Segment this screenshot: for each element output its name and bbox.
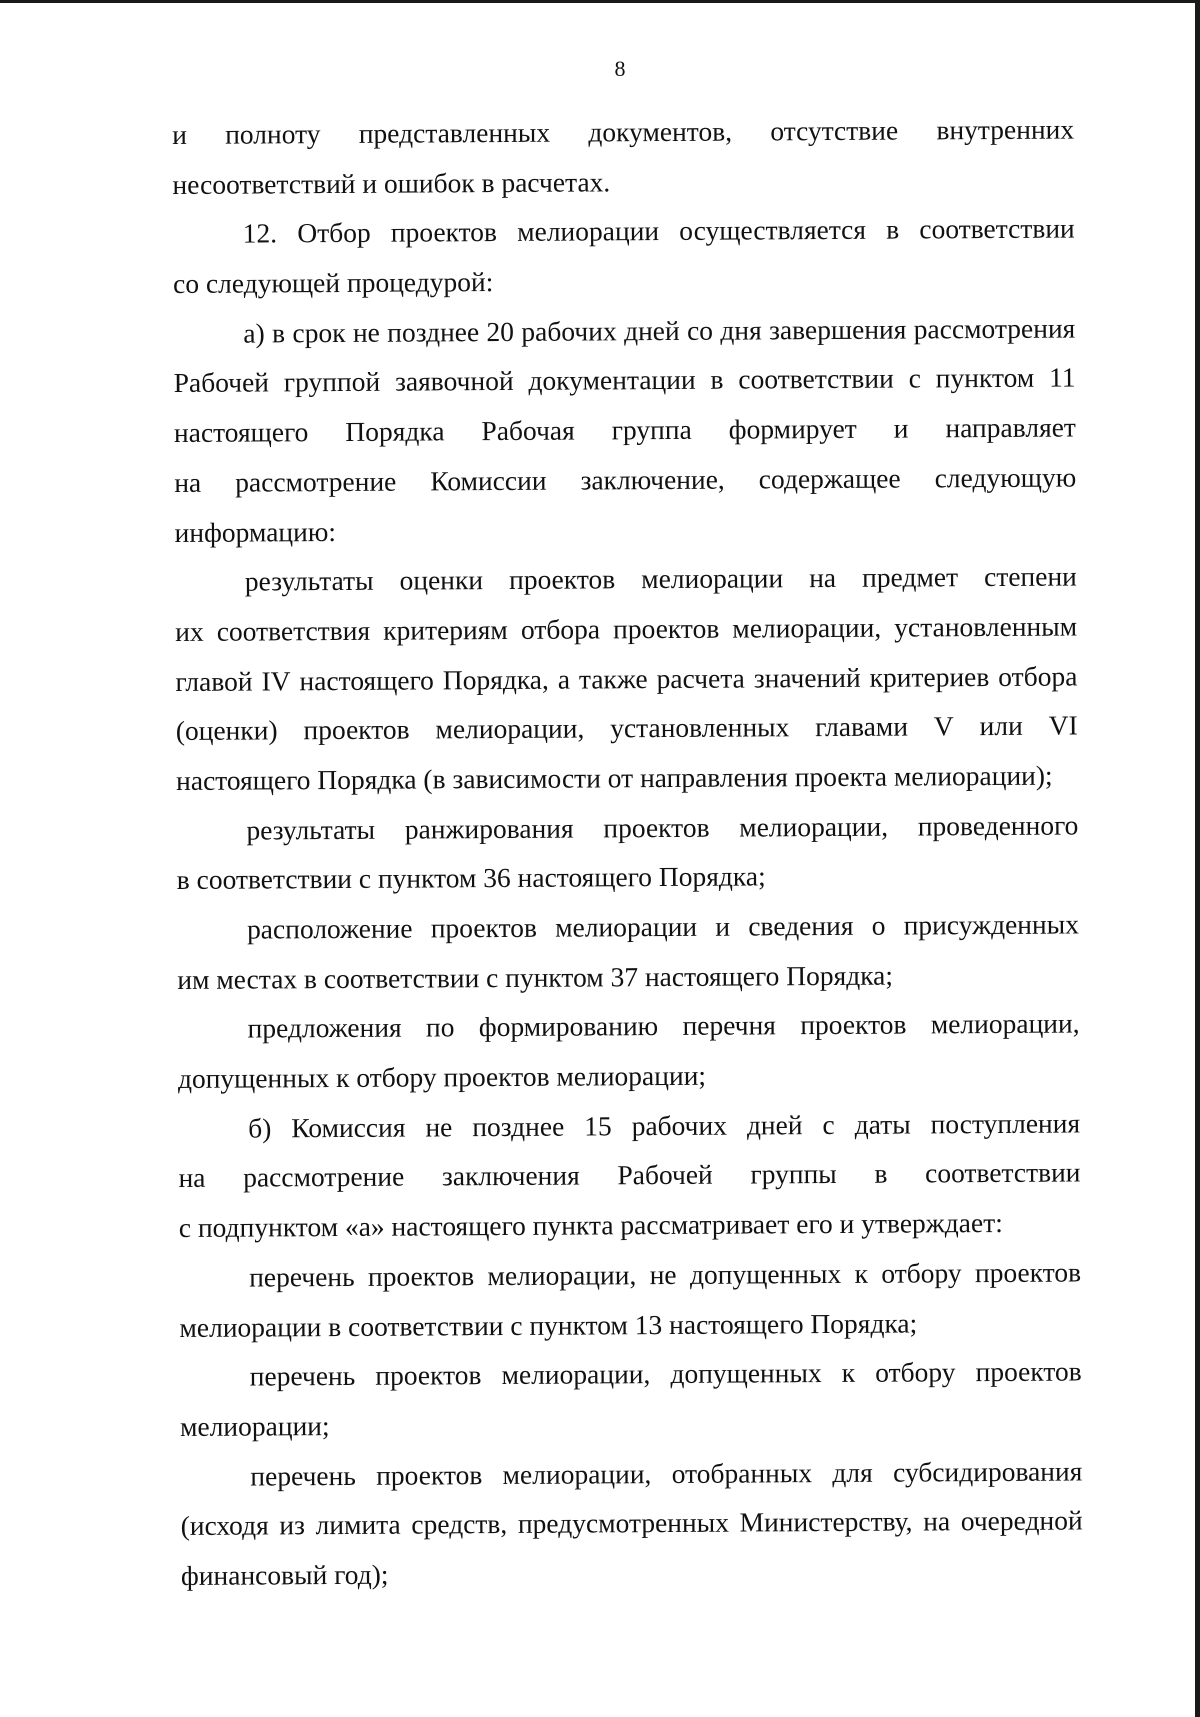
word: перечень bbox=[249, 1360, 356, 1392]
word: на bbox=[178, 1162, 206, 1194]
word: дней bbox=[623, 314, 680, 346]
body-text bbox=[172, 104, 1083, 1600]
word: Комиссии bbox=[430, 464, 547, 497]
word: представленных bbox=[358, 116, 551, 149]
text-line: настоящего Порядка (в зависимости от направления проекта мелиорации); bbox=[176, 759, 1053, 796]
word: рабочих bbox=[521, 315, 617, 347]
text-line: с подпунктом «а» настоящего пункта рассматривает его и утверждает: bbox=[178, 1207, 1003, 1244]
word: формирует bbox=[728, 412, 857, 445]
word: на bbox=[174, 466, 202, 498]
text-line: мелиорации; bbox=[179, 1409, 330, 1442]
word: полноту bbox=[225, 118, 321, 150]
word: мелиорации, bbox=[435, 712, 585, 745]
word: позднее bbox=[387, 315, 480, 348]
word: даты bbox=[854, 1108, 911, 1140]
text-line: мелиорации в соответствии с пунктом 13 настоящего Порядка; bbox=[179, 1306, 918, 1343]
word: проектов bbox=[375, 1359, 482, 1391]
text-line bbox=[176, 800, 1078, 855]
word: (оценки) bbox=[175, 714, 278, 747]
word: дня bbox=[720, 314, 762, 346]
text-line bbox=[179, 1247, 1081, 1302]
word: установленных bbox=[610, 711, 790, 744]
word: 15 bbox=[584, 1110, 612, 1142]
text-line: информацию: bbox=[174, 515, 337, 548]
word: к bbox=[854, 1257, 869, 1289]
word: группой bbox=[283, 366, 381, 398]
word: проведенного bbox=[917, 809, 1079, 842]
word: документов, bbox=[588, 115, 733, 148]
word: по bbox=[425, 1011, 455, 1043]
word: главой bbox=[175, 665, 253, 697]
text-line bbox=[177, 899, 1079, 954]
word: мелиорации, bbox=[930, 1007, 1080, 1040]
word: проектов bbox=[974, 1256, 1082, 1288]
text-line bbox=[174, 353, 1076, 408]
word: на bbox=[809, 562, 837, 594]
text-line: допущенных к отбору проектов мелиорации; bbox=[177, 1059, 707, 1095]
word: 11 bbox=[1048, 361, 1076, 394]
word: проектов bbox=[603, 811, 710, 844]
word: субсидирования bbox=[892, 1455, 1083, 1488]
word: Комиссия bbox=[291, 1111, 406, 1144]
word: настоящего bbox=[173, 416, 309, 449]
word: мелиорации, bbox=[487, 1258, 637, 1291]
word: отбору bbox=[875, 1356, 956, 1388]
word: критериев bbox=[869, 660, 990, 693]
word: к bbox=[841, 1357, 856, 1389]
word: мелиорации bbox=[641, 562, 784, 595]
word: Порядка, bbox=[442, 663, 549, 695]
word: рассмотрение bbox=[235, 465, 397, 498]
text-line bbox=[175, 601, 1077, 656]
word: проектов bbox=[800, 1008, 907, 1041]
word: заявочной bbox=[394, 365, 514, 398]
text-line: финансовый год); bbox=[180, 1558, 389, 1591]
word: их bbox=[175, 615, 204, 647]
text-line bbox=[173, 204, 1075, 259]
text-line bbox=[175, 552, 1077, 607]
word: отсутствие bbox=[770, 114, 899, 147]
word: предусмотренных bbox=[517, 1506, 730, 1540]
word: Рабочая bbox=[481, 414, 575, 447]
word: результаты bbox=[246, 813, 376, 846]
word: проектов bbox=[367, 1259, 475, 1292]
word: соответствии bbox=[919, 212, 1075, 245]
word: установленным bbox=[894, 610, 1078, 643]
word: ранжирования bbox=[404, 812, 574, 845]
text-line bbox=[180, 1347, 1082, 1402]
word: позднее bbox=[472, 1110, 565, 1142]
word: значений bbox=[753, 661, 861, 694]
text-line bbox=[174, 452, 1076, 507]
word: рабочих bbox=[631, 1109, 728, 1141]
word: результаты bbox=[244, 564, 374, 597]
word: не bbox=[425, 1111, 453, 1143]
text-line bbox=[180, 1446, 1082, 1501]
word: отбору bbox=[881, 1257, 962, 1289]
page-number: 8 bbox=[614, 56, 626, 81]
word: расположение bbox=[246, 912, 413, 945]
word: в bbox=[710, 364, 724, 396]
word: внутренних bbox=[936, 113, 1075, 146]
text-line bbox=[173, 303, 1075, 358]
word: в bbox=[874, 1158, 888, 1190]
word: оценки bbox=[399, 564, 484, 596]
word: документации bbox=[528, 364, 696, 397]
word: Министерству, bbox=[739, 1505, 913, 1538]
word: перечня bbox=[682, 1009, 776, 1042]
text-line bbox=[172, 104, 1074, 159]
word: из bbox=[279, 1509, 306, 1541]
word: с bbox=[908, 362, 921, 394]
word: главами bbox=[815, 710, 909, 743]
word: Рабочей bbox=[617, 1159, 713, 1191]
word: проектов bbox=[376, 1458, 483, 1491]
word: проектов bbox=[508, 563, 616, 596]
word: проектов bbox=[430, 911, 538, 944]
word: следующую bbox=[934, 461, 1077, 494]
word: не bbox=[649, 1258, 677, 1290]
word: на bbox=[923, 1505, 951, 1537]
word: перечень bbox=[250, 1459, 356, 1492]
word: предмет bbox=[862, 561, 959, 593]
word: а) bbox=[243, 317, 265, 349]
text-line: им местах в соответствии с пунктом 37 настоящего Порядка; bbox=[177, 959, 894, 995]
word: также bbox=[578, 662, 648, 695]
word: группа bbox=[611, 413, 692, 446]
word: допущенных bbox=[670, 1357, 822, 1390]
word: отбора bbox=[520, 613, 601, 645]
word: мелиорации, bbox=[732, 611, 882, 644]
word: направляет bbox=[945, 411, 1076, 444]
text-line: в соответствии с пунктом 36 настоящего Порядка; bbox=[176, 860, 766, 896]
word: рассмотрения bbox=[913, 312, 1076, 345]
word: срок bbox=[292, 316, 346, 349]
word: мелиорации bbox=[555, 910, 698, 943]
text-line bbox=[178, 1148, 1080, 1203]
word: и bbox=[893, 412, 909, 444]
word: со bbox=[686, 314, 714, 346]
word: а bbox=[557, 663, 571, 695]
text-line bbox=[174, 403, 1076, 458]
word: и bbox=[172, 118, 187, 150]
word: Отбор bbox=[297, 217, 371, 249]
word: дней bbox=[746, 1108, 803, 1141]
word: (исходя bbox=[180, 1509, 269, 1542]
word: или bbox=[979, 710, 1023, 742]
word: о bbox=[871, 909, 886, 941]
word: мелиорации, bbox=[501, 1358, 651, 1391]
word: формированию bbox=[478, 1010, 659, 1043]
word: мелиорации, bbox=[502, 1457, 652, 1490]
word: Рабочей bbox=[173, 366, 270, 399]
word: завершения bbox=[768, 313, 907, 346]
word: мелиорации, bbox=[739, 810, 889, 843]
word: не bbox=[352, 316, 380, 348]
word: пунктом bbox=[935, 362, 1035, 394]
word: сведения bbox=[748, 909, 854, 942]
word: осуществляется bbox=[679, 214, 867, 247]
word: критериям bbox=[383, 613, 508, 646]
word: VI bbox=[1048, 709, 1078, 741]
text-line: со следующей процедурой: bbox=[172, 266, 494, 300]
word: отбора bbox=[998, 660, 1078, 692]
word: IV bbox=[261, 664, 291, 697]
word: V bbox=[933, 710, 954, 742]
word: с bbox=[822, 1108, 835, 1140]
text-line bbox=[176, 701, 1078, 756]
word: в bbox=[886, 213, 900, 246]
word: перечень bbox=[249, 1260, 355, 1293]
word: настоящего bbox=[299, 663, 434, 696]
word: соответствии bbox=[738, 363, 894, 395]
word: лимита bbox=[315, 1508, 401, 1541]
text-line bbox=[177, 999, 1079, 1054]
word: для bbox=[832, 1456, 873, 1488]
word: степени bbox=[983, 560, 1077, 593]
word: поступления bbox=[930, 1107, 1081, 1140]
word: отобранных bbox=[671, 1456, 813, 1489]
text-line bbox=[180, 1496, 1082, 1551]
word: предложения bbox=[247, 1011, 402, 1044]
word: присужденных bbox=[903, 908, 1080, 941]
word: очередной bbox=[960, 1504, 1083, 1537]
word: мелиорации bbox=[517, 215, 660, 248]
word: рассмотрение bbox=[243, 1161, 405, 1194]
word: группы bbox=[750, 1158, 837, 1190]
text-line bbox=[175, 651, 1077, 706]
word: заключение, bbox=[580, 463, 725, 496]
word: б) bbox=[248, 1112, 272, 1144]
word: проектов bbox=[975, 1355, 1082, 1388]
text-line: несоответствий и ошибок в расчетах. bbox=[172, 166, 611, 200]
word: проектов bbox=[303, 713, 410, 746]
word: средств, bbox=[411, 1508, 508, 1540]
text-line bbox=[178, 1098, 1080, 1153]
word: и bbox=[715, 910, 731, 942]
word: соответствии bbox=[924, 1156, 1081, 1189]
word: в bbox=[272, 317, 286, 349]
word: 20 bbox=[486, 315, 515, 347]
word: Порядка bbox=[345, 415, 445, 448]
word: заключения bbox=[441, 1159, 580, 1192]
word: проектов bbox=[613, 612, 720, 645]
word: содержащее bbox=[758, 462, 901, 495]
word: допущенных bbox=[689, 1257, 842, 1290]
word: проектов bbox=[390, 216, 498, 249]
word: соответствия bbox=[216, 614, 371, 647]
word: расчета bbox=[656, 662, 745, 694]
word: 12. bbox=[242, 217, 278, 249]
